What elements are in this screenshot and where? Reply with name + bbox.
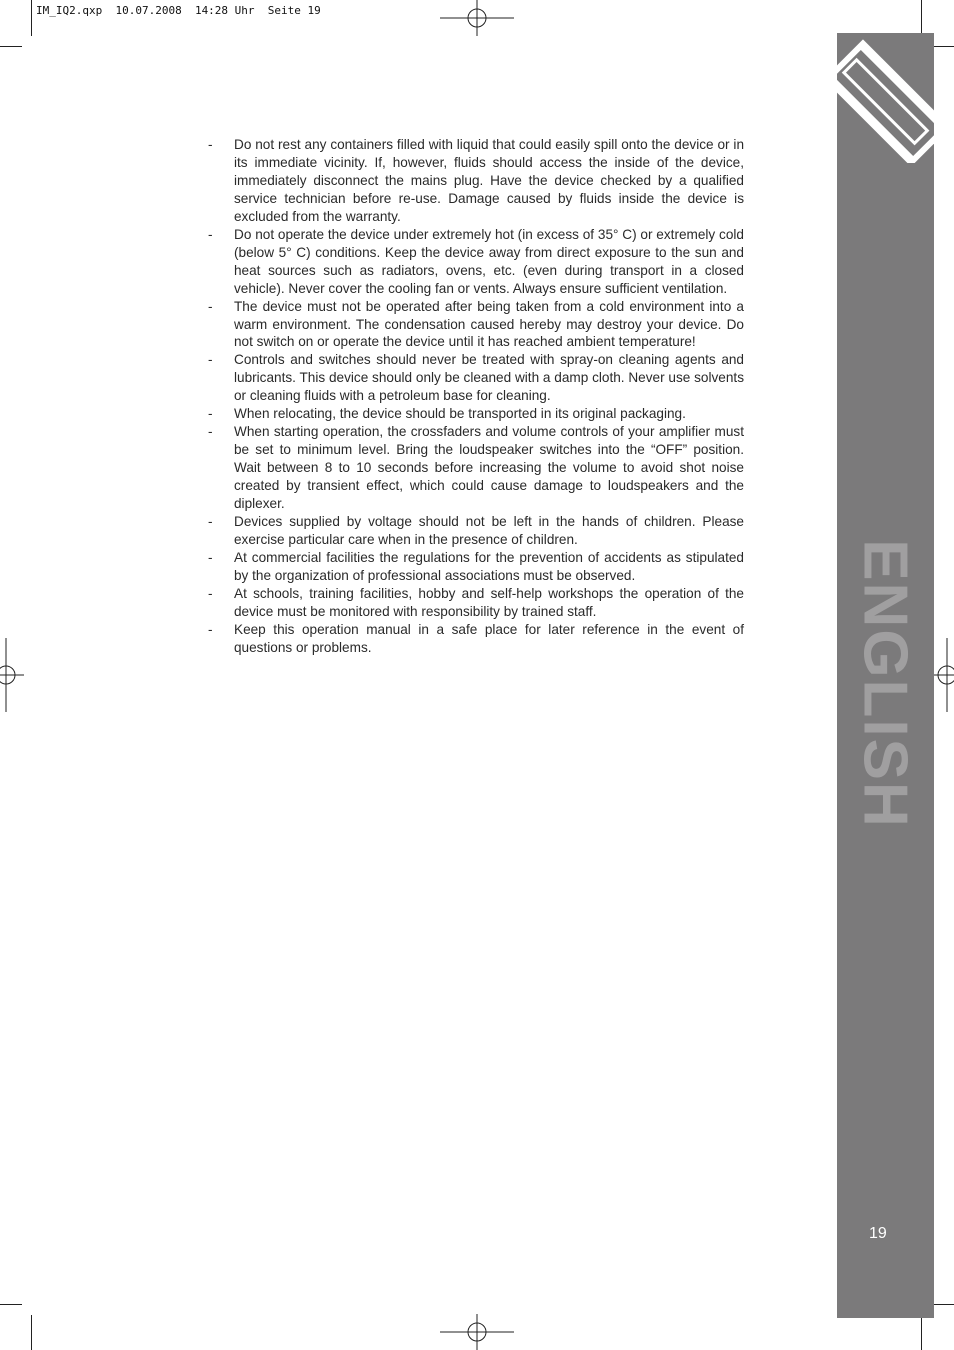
list-item-text: At commercial facilities the regulations for the prevention of accidents as stipulated by the organization of professional associations must be observed. bbox=[234, 549, 744, 583]
bullet-dash: - bbox=[208, 298, 213, 314]
crop-mark bbox=[932, 46, 954, 47]
bullet-dash: - bbox=[208, 621, 213, 637]
registration-mark-bottom bbox=[440, 1314, 514, 1350]
list-item bbox=[208, 585, 744, 621]
list-item-text: Devices supplied by voltage should not be left in the hands of children. Please exercise particular care when in the presence of children. bbox=[234, 514, 744, 547]
list-item bbox=[208, 226, 744, 298]
crop-mark bbox=[31, 0, 32, 36]
bullet-dash: - bbox=[208, 137, 213, 152]
crop-mark bbox=[921, 1315, 922, 1350]
list-item bbox=[208, 405, 744, 423]
bullet-dash: - bbox=[208, 549, 213, 565]
list-item bbox=[208, 621, 744, 657]
registration-mark-top bbox=[440, 0, 514, 36]
language-label: ENGLISH bbox=[850, 539, 920, 829]
print-slug: IM_IQ2.qxp 10.07.2008 14:28 Uhr Seite 19 bbox=[36, 4, 321, 17]
safety-instructions-list bbox=[208, 136, 744, 657]
list-item bbox=[208, 423, 744, 513]
page-number: 19 bbox=[869, 1225, 887, 1242]
bullet-dash: - bbox=[208, 585, 213, 601]
list-item-text: Keep this operation manual in a safe place for later reference in the event of questions or problems. bbox=[234, 621, 744, 655]
bullet-dash: - bbox=[208, 406, 213, 422]
bullet-dash: - bbox=[208, 514, 213, 530]
bullet-dash: - bbox=[208, 226, 213, 242]
crop-mark bbox=[0, 1304, 22, 1305]
list-item-text: The device must not be operated after being taken from a cold environment into a warm environment. The condensation caused hereby may destroy your device. Do not switch on or operate the device until it has reached ambient temperature! bbox=[234, 298, 744, 350]
list-item bbox=[208, 298, 744, 352]
list-item bbox=[208, 513, 744, 549]
list-item-text: When relocating, the device should be transported in its original packaging. bbox=[234, 406, 686, 422]
list-item-text: Do not rest any containers filled with liquid that could easily spill onto the device or in its immediate vicinity. If, however, fluids should access the inside of the device, immediately disconnect the mains plug. Have the device checked by a qualified service technician before re-use. Damage caused by fluids inside the device is excluded from the warranty. bbox=[234, 137, 744, 224]
list-item bbox=[208, 549, 744, 585]
list-item-text: Controls and switches should never be treated with spray-on cleaning agents and lubricants. This device should only be cleaned with a damp cloth. Never use solvents or cleaning fluids with a petroleum base for cleaning. bbox=[234, 352, 744, 404]
crop-mark bbox=[921, 0, 922, 36]
list-item bbox=[208, 136, 744, 226]
bullet-dash: - bbox=[208, 352, 213, 368]
crop-mark bbox=[0, 46, 22, 47]
crop-mark bbox=[31, 1315, 32, 1350]
list-item-text: At schools, training facilities, hobby and self-help workshops the operation of the device must be monitored with responsibility by trained staff. bbox=[234, 585, 744, 619]
list-item-text: Do not operate the device under extremely hot (in excess of 35° C) or extremely cold (below 5° C) conditions. Keep the device away from direct exposure to the sun and heat sources such as radiators, ovens, etc. (even during transport in a closed vehicle). Never cover the cooling fan or vents. Always ensure sufficient ventilation. bbox=[234, 226, 744, 296]
list-item bbox=[208, 351, 744, 405]
registration-mark-left bbox=[0, 638, 24, 712]
crop-mark bbox=[932, 1304, 954, 1305]
brand-logo-icon bbox=[837, 33, 934, 163]
list-item-text: When starting operation, the crossfaders and volume controls of your amplifier must be set to minimum level. Bring the loudspeaker switches into the “OFF” position. Wait between 8 to 10 seconds before increasing the volume to avoid shot noise created by transient effect, which could cause damage to loudspeakers and the diplexer. bbox=[234, 424, 744, 512]
bullet-dash: - bbox=[208, 424, 213, 440]
